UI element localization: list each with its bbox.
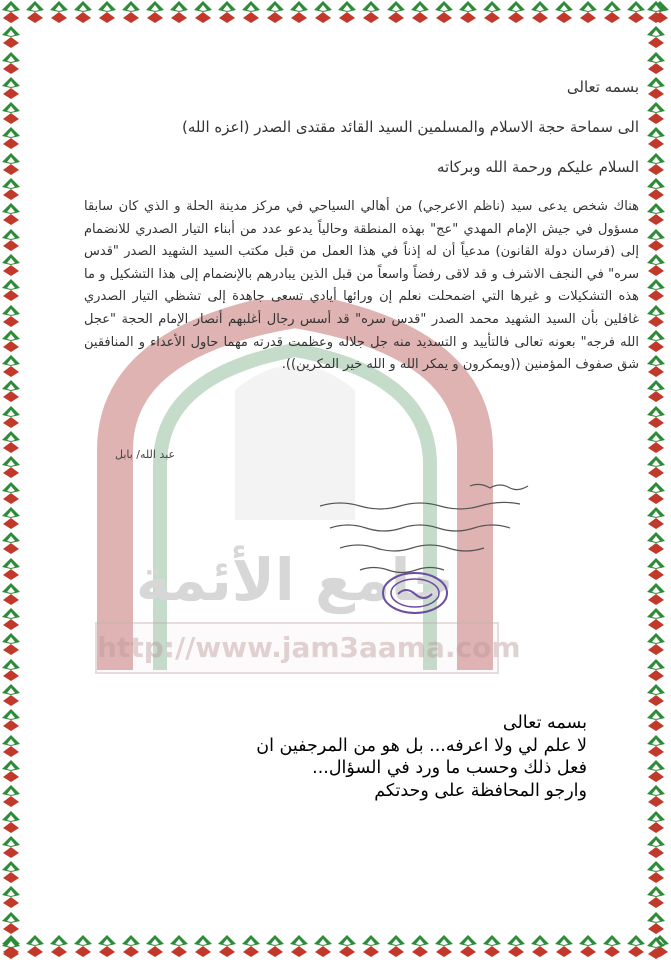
border-ornament	[168, 0, 190, 24]
border-ornament	[0, 885, 22, 909]
border-ornament	[216, 934, 238, 958]
border-ornament	[645, 152, 667, 176]
border-ornament	[409, 0, 431, 24]
border-ornament	[645, 354, 667, 378]
border-top	[0, 0, 671, 26]
border-ornament	[645, 379, 667, 403]
border-ornament	[192, 934, 214, 958]
border-ornament	[0, 278, 22, 302]
border-ornament	[0, 228, 22, 252]
border-ornament	[645, 658, 667, 682]
border-ornament	[288, 0, 310, 24]
border-ornament	[645, 455, 667, 479]
border-ornament	[120, 0, 142, 24]
border-ornament	[645, 784, 667, 808]
border-ornament	[505, 0, 527, 24]
reply-line-2: لا علم لي ولا اعرفه... بل هو من المرجفين ان	[256, 735, 587, 756]
border-ornament	[645, 481, 667, 505]
border-ornament	[645, 430, 667, 454]
border-ornament	[645, 860, 667, 884]
border-ornament	[72, 934, 94, 958]
border-ornament	[645, 51, 667, 75]
letter-body: هناك شخص يدعى سيد (ناظم الاعرجي) من أهالي السياحي في مركز مدينة الحلة و الذي كان سابقا مسؤول في جيش الإمام المهدي "عج" بهذه المنطقة وحالياً يدعو عدد من أبناء التيار الصدري للانضمام إلى (فرسان دولة القانون) مدعياً أن له إذناً في هذا العمل من قبل مكتب السيد الشهيد الصدر "قدس سره" في النجف الاشرف و قد لاقى رفضاً واسعاً من قبل الذين يبادرهم بالإنضمام إلى هذا التشكيل و ما هذه التشكيلات و غيرها التي اضمحلت نعلم إن ورائها أيادي تسعى جاهدة إلى تشظي التيار الصدري غافلين بأن السيد الشهيد محمد الصدر "قدس سره" قد أسس رجال أغلبهم أنصار الإمام الحجة "عجل الله فرجه" بعونه تعالى فالتأييد و التسديد منه جل جلاله وعظمت قدرته مهما حاول الأعداء و المنافقين شق صفوف المؤمنين ((ويمكرون و يمكر الله و الله خير المكرين)).	[84, 199, 639, 373]
border-ornament	[0, 354, 22, 378]
border-bottom	[0, 934, 671, 960]
border-ornament	[385, 0, 407, 24]
border-right	[645, 0, 671, 960]
border-ornament	[312, 0, 334, 24]
border-ornament	[0, 0, 22, 24]
border-ornament	[0, 202, 22, 226]
border-ornament	[553, 934, 575, 958]
border-ornament	[0, 101, 22, 125]
watermark-url: http://www.jam3aama.com	[95, 622, 499, 674]
border-ornament	[0, 936, 22, 960]
border-ornament	[645, 607, 667, 631]
border-ornament	[0, 734, 22, 758]
border-ornament	[0, 582, 22, 606]
border-ornament	[0, 683, 22, 707]
border-ornament	[505, 934, 527, 958]
border-ornament	[216, 0, 238, 24]
border-ornament	[645, 0, 667, 24]
border-ornament	[240, 0, 262, 24]
border-ornament	[0, 860, 22, 884]
border-ornament	[0, 557, 22, 581]
border-ornament	[0, 506, 22, 530]
watermark-logo-text: جامع الأئمة	[135, 546, 455, 614]
border-ornament	[645, 632, 667, 656]
border-ornament	[481, 0, 503, 24]
border-ornament	[96, 0, 118, 24]
border-ornament	[645, 405, 667, 429]
border-ornament	[360, 934, 382, 958]
border-ornament	[240, 934, 262, 958]
border-ornament	[264, 0, 286, 24]
border-ornament	[645, 531, 667, 555]
border-ornament	[0, 658, 22, 682]
reply-line-3: فعل ذلك وحسب ما ورد في السؤال...	[312, 758, 587, 778]
border-ornament	[481, 934, 503, 958]
border-ornament	[48, 934, 70, 958]
border-ornament	[645, 557, 667, 581]
reply-block	[47, 712, 587, 802]
border-ornament	[645, 177, 667, 201]
border-ornament	[645, 885, 667, 909]
border-ornament	[645, 708, 667, 732]
border-ornament	[0, 607, 22, 631]
border-ornament	[645, 202, 667, 226]
letter-signature: عبد الله/ بابل	[115, 448, 176, 461]
border-ornament	[645, 936, 667, 960]
letter-address: الى سماحة حجة الاسلام والمسلمين السيد القائد مقتدى الصدر (اعزه الله)	[182, 118, 639, 136]
border-ornament	[645, 329, 667, 353]
border-ornament	[96, 934, 118, 958]
border-ornament	[0, 531, 22, 555]
border-ornament	[0, 253, 22, 277]
seal-stamp	[380, 570, 450, 616]
border-ornament	[120, 934, 142, 958]
border-ornament	[0, 152, 22, 176]
border-ornament	[0, 25, 22, 49]
border-ornament	[645, 25, 667, 49]
letter-greeting: السلام عليكم ورحمة الله وبركاته	[437, 158, 639, 176]
border-ornament	[0, 911, 22, 935]
border-ornament	[433, 934, 455, 958]
border-ornament	[577, 934, 599, 958]
border-ornament	[312, 934, 334, 958]
border-ornament	[645, 253, 667, 277]
border-ornament	[409, 934, 431, 958]
border-ornament	[0, 430, 22, 454]
reply-line-4: وارجو المحافظة على وحدتكم	[374, 780, 587, 801]
border-ornament	[0, 177, 22, 201]
border-ornament	[645, 126, 667, 150]
border-ornament	[0, 481, 22, 505]
border-ornament	[645, 683, 667, 707]
border-ornament	[192, 0, 214, 24]
border-ornament	[168, 934, 190, 958]
border-ornament	[645, 228, 667, 252]
border-ornament	[0, 835, 22, 859]
border-ornament	[48, 0, 70, 24]
border-ornament	[625, 0, 647, 24]
border-ornament	[0, 810, 22, 834]
border-left	[0, 0, 26, 960]
border-ornament	[264, 934, 286, 958]
border-ornament	[645, 835, 667, 859]
border-ornament	[288, 934, 310, 958]
border-ornament	[457, 0, 479, 24]
border-ornament	[625, 934, 647, 958]
border-ornament	[72, 0, 94, 24]
border-ornament	[0, 784, 22, 808]
border-ornament	[0, 379, 22, 403]
border-ornament	[645, 582, 667, 606]
border-ornament	[601, 934, 623, 958]
border-ornament	[0, 759, 22, 783]
border-ornament	[0, 405, 22, 429]
border-ornament	[645, 911, 667, 935]
border-ornament	[336, 0, 358, 24]
border-ornament	[553, 0, 575, 24]
border-ornament	[24, 934, 46, 958]
border-ornament	[645, 304, 667, 328]
border-ornament	[433, 0, 455, 24]
border-ornament	[0, 304, 22, 328]
border-ornament	[0, 632, 22, 656]
border-ornament	[645, 506, 667, 530]
border-ornament	[0, 126, 22, 150]
border-ornament	[457, 934, 479, 958]
border-ornament	[0, 329, 22, 353]
letter-title: بسمه تعالى	[566, 78, 639, 96]
border-ornament	[144, 0, 166, 24]
border-ornament	[144, 934, 166, 958]
border-ornament	[24, 0, 46, 24]
border-ornament	[360, 0, 382, 24]
border-ornament	[577, 0, 599, 24]
border-ornament	[529, 934, 551, 958]
border-ornament	[385, 934, 407, 958]
border-ornament	[336, 934, 358, 958]
border-ornament	[0, 708, 22, 732]
border-ornament	[601, 0, 623, 24]
border-ornament	[645, 810, 667, 834]
border-ornament	[0, 455, 22, 479]
border-ornament	[645, 278, 667, 302]
border-ornament	[645, 759, 667, 783]
reply-line-1: بسمه تعالى	[502, 713, 587, 733]
border-ornament	[645, 101, 667, 125]
border-ornament	[0, 51, 22, 75]
border-ornament	[645, 76, 667, 100]
border-ornament	[529, 0, 551, 24]
border-ornament	[0, 76, 22, 100]
border-ornament	[645, 734, 667, 758]
